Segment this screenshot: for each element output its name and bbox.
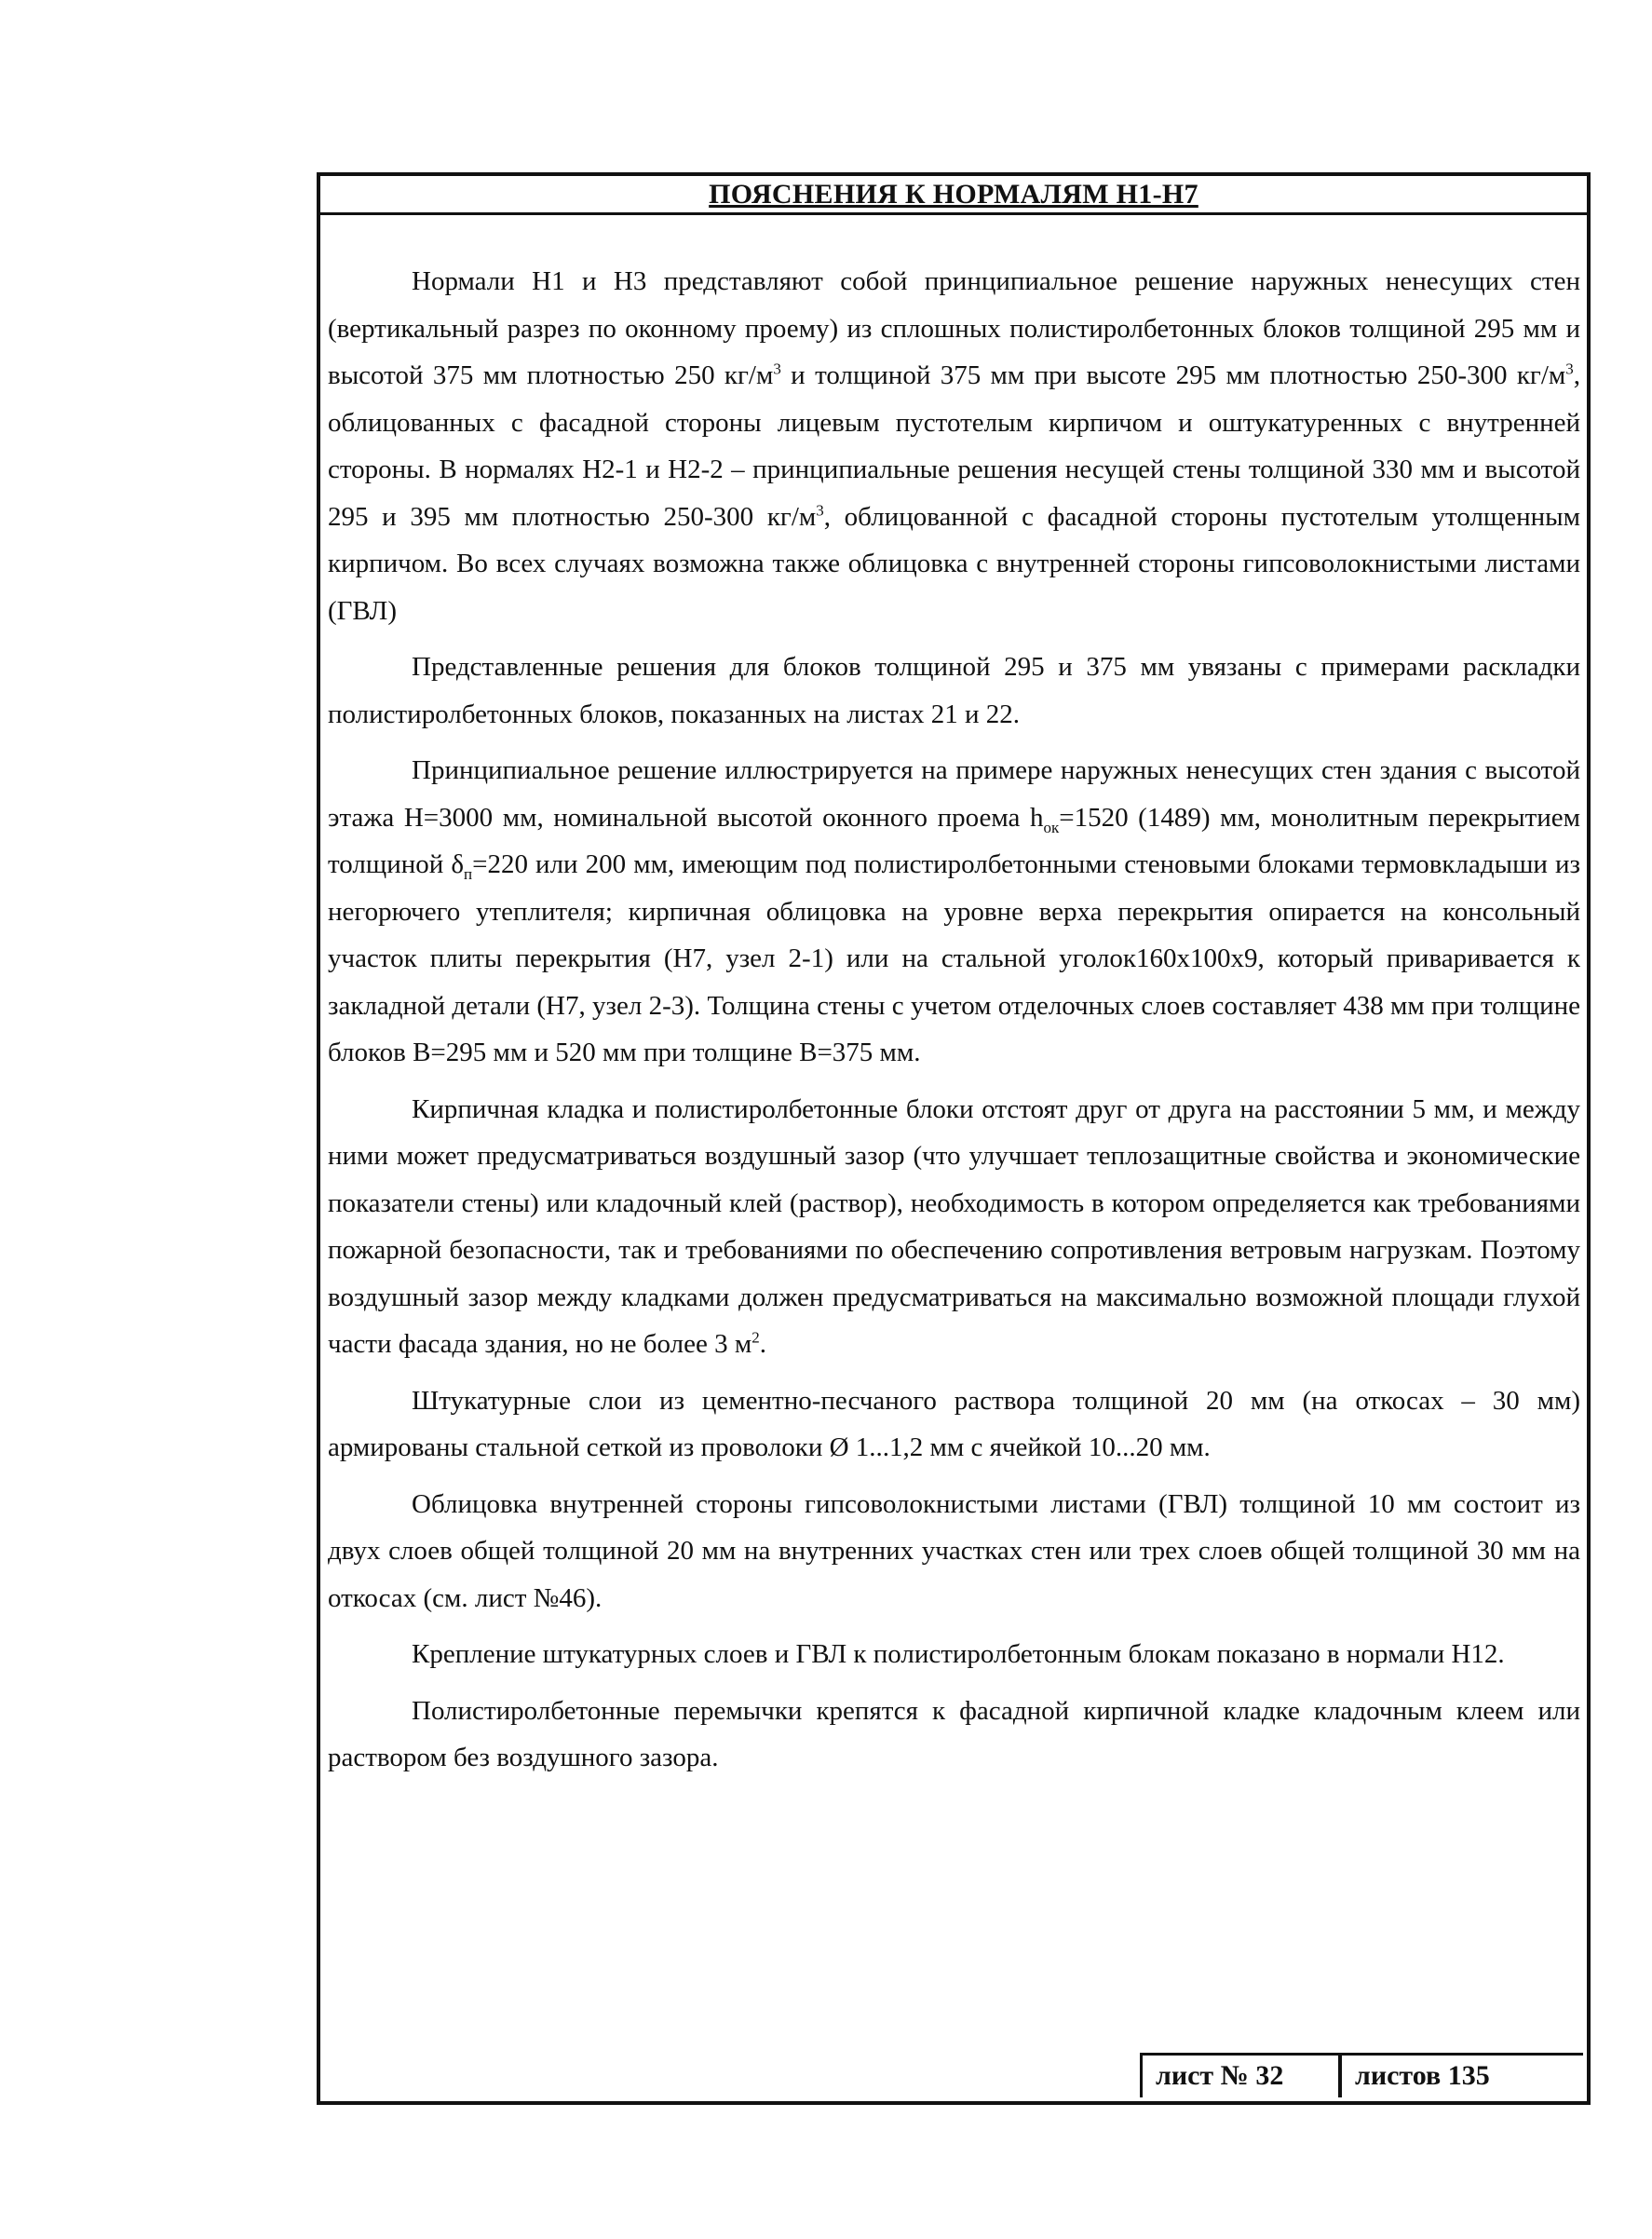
paragraph-1	[328, 258, 1580, 634]
page-title: ПОЯСНЕНИЯ К НОРМАЛЯМ Н1-Н7	[709, 179, 1198, 210]
superscript-3: 3	[816, 500, 824, 519]
paragraph-3	[328, 747, 1580, 1077]
document-frame	[317, 172, 1591, 2105]
paragraph-1-part-a: Нормали Н1 и Н3 представляют собой принципиальное решение наружных ненесущих стен (вертикальный разрез по оконному проему) из сплошных полистиролбетонных блоков толщиной 295 мм и высотой 375 мм плотностью 250 кг/м	[328, 266, 1580, 390]
subscript-p: п	[464, 864, 473, 883]
subscript-ok: ок	[1043, 818, 1060, 836]
paragraph-7: Крепление штукатурных слоев и ГВЛ к полистиролбетонным блокам показано в нормали Н12.	[412, 1639, 1505, 1669]
sheet-number: лист № 32	[1143, 2056, 1342, 2097]
document-body	[328, 258, 1580, 1791]
paragraph-6: Облицовка внутренней стороны гипсоволокнистыми листами (ГВЛ) толщиной 10 мм состоит из двух слоев общей толщиной 20 мм на внутренних участках стен или трех слоев общей толщиной 30 мм на откосах (см. лист №46).	[328, 1488, 1580, 1613]
paragraph-8: Полистиролбетонные перемычки крепятся к фасадной кирпичной кладке кладочным клеем или раствором без воздушного зазора.	[328, 1695, 1580, 1772]
paragraph-3-part-a: Принципиальное решение иллюстрируется на примере наружных ненесущих стен здания с высотой этажа Н=3000 мм, номинальной высотой оконного проема h	[328, 755, 1580, 833]
paragraph-1-part-c: , облицованных с фасадной стороны лицевым пустотелым кирпичом и оштукатуренных с внутренней стороны. В нормалях Н2-1 и Н2-2 – принципиальные решения несущей стены толщиной 330 мм и высотой 295 и 395 мм плотностью 250-300 кг/м	[328, 360, 1580, 532]
paragraph-2: Представленные решения для блоков толщиной 295 и 375 мм увязаны с примерами раскладки полистиролбетонных блоков, показанных на листах 21 и 22.	[328, 652, 1580, 729]
paragraph-3-part-c: =220 или 200 мм, имеющим под полистиролбетонными стеновыми блоками термовкладыши из негорючего утеплителя; кирпичная облицовка на уровне верха перекрытия опирается на консольный участок плиты перекрытия (Н7, узел 2-1) или на стальной уголок160х100х9, который приваривается к закладной детали (Н7, узел 2-3). Толщина стены с учетом отделочных слоев составляет 438 мм при толщине блоков В=295 мм и 520 мм при толщине В=375 мм.	[328, 849, 1581, 1067]
superscript-3: 3	[1565, 360, 1574, 378]
paragraph-4-part-a: Кирпичная кладка и полистиролбетонные блоки отстоят друг от друга на расстоянии 5 мм, и между ними может предусматриваться воздушный зазор (что улучшает теплозащитные свойства и экономические показатели стены) или кладочный клей (раствор), необходимость в котором определяется как требованиями пожарной безопасности, так и требованиями по обеспечению сопротивления ветровым нагрузкам. Поэтому воздушный зазор между кладками должен предусматриваться на максимально возможной площади глухой части фасада здания, но не более 3 м	[328, 1093, 1580, 1359]
paragraph-1-part-b: и толщиной 375 мм при высоте 295 мм плотностью 250-300 кг/м	[780, 360, 1566, 390]
superscript-2: 2	[752, 1328, 760, 1347]
superscript-3: 3	[773, 360, 781, 378]
paragraph-5: Штукатурные слои из цементно-песчаного раствора толщиной 20 мм (на откосах – 30 мм) армированы стальной сеткой из проволоки Ø 1...1,2 мм с ячейкой 10...20 мм.	[328, 1385, 1580, 1462]
paragraph-1-part-d: , облицованной с фасадной стороны пустотелым утолщенным кирпичом. Во всех случаях возможна также облицовка с внутренней стороны гипсоволокнистыми листами (ГВЛ)	[328, 501, 1580, 626]
paragraph-4-part-b: .	[759, 1329, 766, 1359]
paragraph-3-part-b: =1520 (1489) мм, монолитным перекрытием толщиной δ	[328, 802, 1580, 879]
sheets-total: листов 135	[1355, 2060, 1490, 2091]
title-bar	[320, 176, 1587, 215]
paragraph-4	[328, 1086, 1580, 1368]
title-block-stamp	[1140, 2053, 1583, 2097]
